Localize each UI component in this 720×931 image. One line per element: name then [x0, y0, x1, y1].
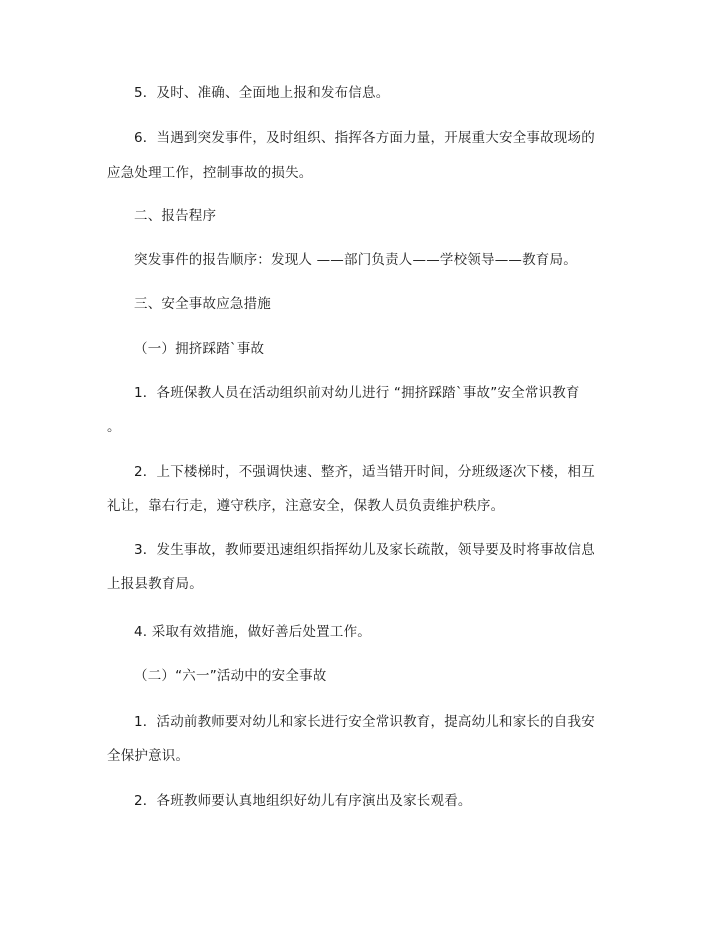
- paragraph-line: 4. 采取有效措施，做好善后处置工作。: [134, 624, 371, 640]
- section-heading: 二、报告程序: [134, 208, 217, 224]
- paragraph-line: 5．及时、准确、全面地上报和发布信息。: [134, 85, 390, 101]
- subsection-heading: （二）“六一”活动中的安全事故: [134, 668, 327, 684]
- paragraph-line: 礼让，靠右行走，遵守秩序，注意安全，保教人员负责维护秩序。: [107, 498, 505, 514]
- paragraph-line: 全保护意识。: [107, 748, 190, 764]
- paragraph-line: 2．各班教师要认真地组织好幼儿有序演出及家长观看。: [134, 793, 472, 809]
- paragraph-line: 。: [107, 419, 121, 435]
- subsection-heading: （一）拥挤踩踏`事故: [134, 341, 265, 357]
- paragraph-line: 应急处理工作，控制事故的损失。: [107, 165, 313, 181]
- paragraph-line: 1．各班保教人员在活动组织前对幼儿进行 “拥挤踩踏`事故”安全常识教育: [134, 385, 580, 401]
- paragraph-line: 6．当遇到突发事件，及时组织、指挥各方面力量，开展重大安全事故现场的: [134, 130, 595, 146]
- paragraph-line: 3．发生事故，教师要迅速组织指挥幼儿及家长疏散，领导要及时将事故信息: [134, 542, 595, 558]
- paragraph-line: 2．上下楼梯时，不强调快速、整齐，适当错开时间，分班级逐次下楼，相互: [134, 464, 595, 480]
- section-heading: 三、安全事故应急措施: [134, 296, 271, 312]
- paragraph-line: 突发事件的报告顺序：发现人 ——部门负责人——学校领导——教育局。: [134, 252, 577, 268]
- paragraph-line: 上报县教育局。: [107, 576, 203, 592]
- paragraph-line: 1．活动前教师要对幼儿和家长进行安全常识教育，提高幼儿和家长的自我安: [134, 714, 595, 730]
